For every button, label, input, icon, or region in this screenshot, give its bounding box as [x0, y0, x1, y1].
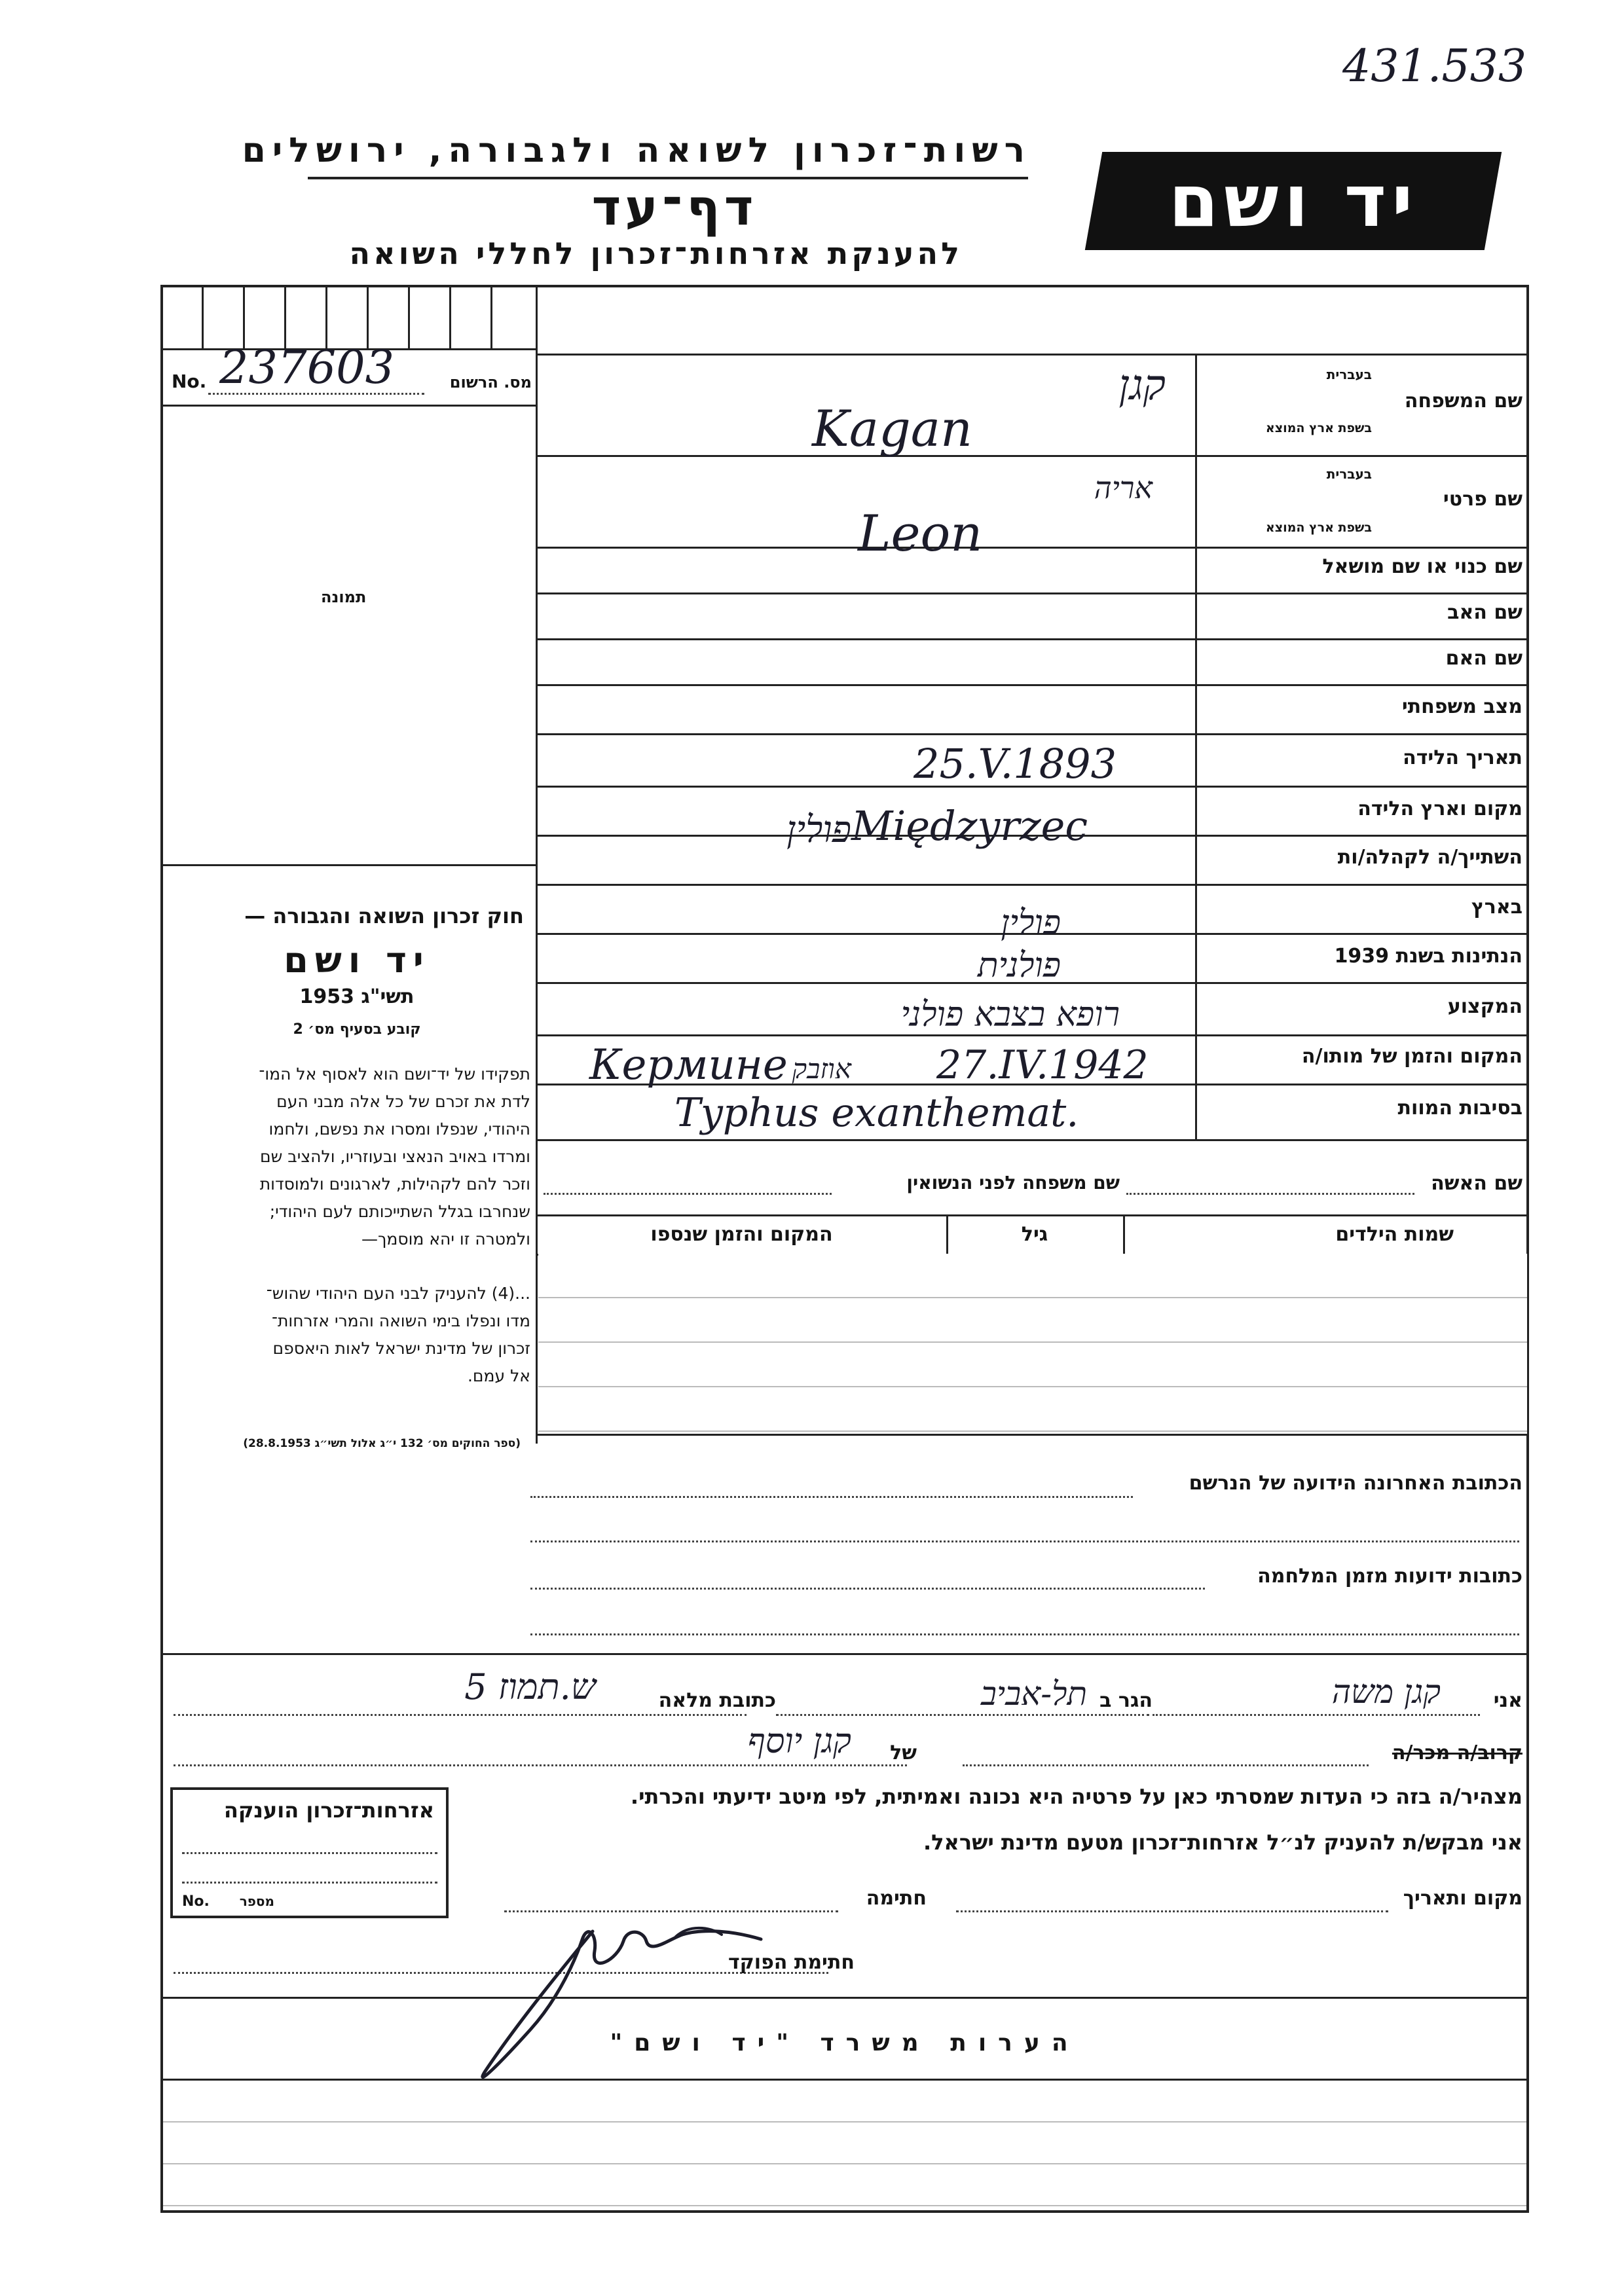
death-place-time-label: המקום והזמן של מותו/ה: [1301, 1045, 1522, 1068]
registration-no-prefix: No.: [172, 371, 207, 392]
nickname-label: שם כנוי או שם מושאל: [1322, 555, 1522, 578]
citizenship-granted-title: אזרחות־זכרון הוענקה: [223, 1798, 434, 1823]
label-column-divider: [1195, 354, 1197, 1139]
officer-signature-scribble: [445, 1899, 851, 2088]
death-place-value: Кермине: [589, 1041, 788, 1089]
first-name-origin-value: Leon: [858, 504, 983, 562]
relation-value: קגן יוסף: [747, 1722, 851, 1761]
authority-name: רשות־זכרון לשואה ולגבורה, ירושלים: [242, 131, 1031, 170]
age-label: גיל: [1021, 1223, 1048, 1246]
children-rows: [538, 1254, 1527, 1434]
law-reference: (ספר החוקים מס׳ 132 י״ג אלול תשי״ג 28.8.1953): [243, 1437, 521, 1450]
profession-value: רופא בצבא פולני: [900, 995, 1120, 1034]
officer-signature-label: חתימת הפוקד: [728, 1951, 855, 1974]
witness-i-label: אני: [1493, 1689, 1522, 1712]
family-name-label: שם המשפחה: [1404, 390, 1522, 412]
citizenship-no-prefix: No.: [182, 1893, 210, 1910]
remarks-rows: [163, 2081, 1526, 2210]
death-date-value: 27.IV.1942: [936, 1042, 1149, 1088]
profession-label: המקצוע: [1447, 995, 1522, 1018]
place-date-label: מקום ותאריך: [1403, 1887, 1522, 1910]
death-circumstances-label: בסיבות המוות: [1397, 1097, 1522, 1120]
witness-name-value: קגן משה: [1331, 1673, 1441, 1711]
declaration-text: מצהיר/ה בזה כי העדות שמסרתי כאן על פרטיה היא נכונה ואמיתית, לפי מיטב ידיעתי והכרתי.: [630, 1784, 1522, 1809]
country-label: בארץ: [1471, 896, 1522, 919]
citizenship-number-label: מספר: [239, 1893, 274, 1909]
law-year: תשי"ג 1953: [299, 985, 415, 1008]
first-name-hebrew-label: בעברית: [1326, 466, 1372, 482]
witness-address-value: ש.תמוז 5: [464, 1666, 596, 1707]
archive-number: 431.533: [1342, 41, 1527, 92]
birth-date-label: תאריך הלידה: [1403, 746, 1522, 769]
mother-name-label: שם האם: [1445, 647, 1522, 670]
first-name-hebrew-value: אריה: [1094, 470, 1153, 505]
full-address-label: כתובת מלאה: [658, 1689, 776, 1712]
lives-in-label: הגר ב: [1099, 1689, 1153, 1712]
last-address-label: הכתובת האחרונה הידועה של הנרשם: [1189, 1472, 1522, 1495]
law-title: חוק זכרון השואה והגבורה —: [244, 903, 524, 928]
marital-status-label: מצב משפחתי: [1401, 695, 1522, 718]
form-subtitle: להענקת אזרחות־זכרון לחללי השואה: [349, 236, 963, 271]
law-paragraph-1: תפקידו של יד־ושם הוא לאסוף אל המו־ לדת את זכרם של כל אלה מבני העם היהודי, שנפלו ומסרו את נפשם, ולחמו ומרדו באויב הנאצי ובעוזריו, ולהציב שם וזכר להם לקהילות, לארגונים ולמוסדות שנחרבו בגלל השתייכותם לעם היהודי; ולמטרה זו יהא מוסמך—: [259, 1065, 530, 1248]
witness-city-value: תל-אביב: [980, 1675, 1087, 1713]
first-name-label: שם פרטי: [1443, 488, 1522, 511]
birth-city-value: Międzyrzec: [851, 802, 1088, 850]
death-circumstances-value: Typhus exanthemat.: [674, 1090, 1079, 1136]
registration-number: 237603: [219, 340, 395, 394]
registration-label: מס. הרשום: [449, 373, 532, 392]
country-value: פולין: [1001, 903, 1061, 943]
wartime-addresses-label: כתובות ידועות מזמן המלחמה: [1257, 1565, 1522, 1588]
citizenship-value: פולנית: [977, 946, 1061, 985]
family-name-origin-value: Kagan: [812, 399, 972, 458]
birth-country-value: פולין: [786, 809, 851, 851]
remarks-title: הערות משרד "יד ושם": [610, 2030, 1080, 2056]
signature-label: חתימה: [866, 1887, 927, 1910]
law-name: יד ושם: [284, 939, 430, 981]
birth-place-label: מקום וארץ הלידה: [1357, 797, 1522, 820]
maiden-name-label: שם משפחה לפני הנשואין: [906, 1172, 1120, 1194]
community-label: השתייך/ה לקהלה/ות: [1337, 846, 1522, 869]
law-clause: קובע בסעיף מס׳ 2: [293, 1021, 421, 1038]
place-time-perished-label: המקום והזמן שנספו: [650, 1223, 833, 1246]
family-name-hebrew-value: קגן: [1118, 361, 1166, 410]
father-name-label: שם האב: [1447, 601, 1522, 624]
citizenship-label: הנתינות בשנת 1939: [1334, 945, 1522, 968]
death-region-value: אוזבק: [792, 1053, 851, 1085]
family-name-origin-label: בשפת ארץ המוצא: [1265, 421, 1372, 435]
logo-text: יד ושם: [1168, 159, 1418, 243]
form-title: דף־עד: [591, 178, 758, 236]
yad-vashem-logo: [1085, 152, 1502, 250]
relation-label: קרוב/ה מכר/ה: [1392, 1741, 1522, 1764]
children-names-label: שמות הילדים: [1335, 1223, 1454, 1246]
citizenship-granted-box: [170, 1787, 449, 1918]
first-name-origin-label: בשפת ארץ המוצא: [1265, 520, 1372, 535]
family-name-hebrew-label: בעברית: [1326, 367, 1372, 382]
photo-label: תמונה: [321, 588, 367, 606]
wife-name-label: שם האשה: [1431, 1172, 1522, 1195]
birth-date-value: 25.V.1893: [913, 740, 1117, 788]
of-label: של: [890, 1741, 917, 1764]
law-paragraph-2: ...(4) להעניק לבני העם היהודי שהוש־ מדו ונפלו בימי השואה והמרי אזרחות־ זכרון של מדינת ישראל לאות היאספם אל עמם.: [266, 1284, 530, 1385]
request-text: אני מבקש/ת להעניק לנ״ל אזרחות־זכרון מטעם מדינת ישראל.: [923, 1830, 1522, 1855]
